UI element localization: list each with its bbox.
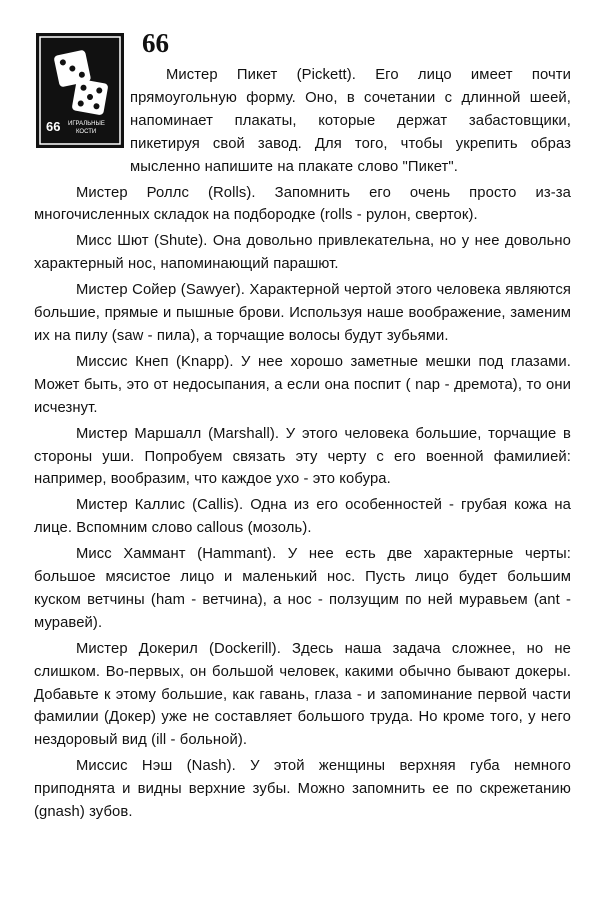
paragraph-rolls: Мистер Роллс (Rolls). Запомнить его очень просто из-за многочисленных складок на подбородке (rolls - рулон, сверток). [34,184,571,224]
paragraph-knapp: Миссис Кнеп (Knapp). У нее хорошо заметные мешки под глазами. Может быть, это от недосыпания, а если она поспит ( nap - дремота), то они исчезнут. [34,353,571,416]
logo-caption-2: КОСТИ [76,129,97,135]
page-number: 66 [142,28,169,58]
paragraph-dockerill: Мистер Докерил (Dockerill). Здесь наша задача сложнее, но не слишком. Во-первых, он большой человек, какими обычно бывают докеры. Добавьте к этому большие, как гавань, глаза - и запоминание первой части фамилии (Докер) уже не составляет большого труда. Но кроме того, у него нездоровый вид (ill - больной). [34,640,571,749]
logo-caption-1: ИГРАЛЬНЫЕ [68,121,105,127]
logo-spacer [34,64,130,174]
paragraph-pickett: Мистер Пикет (Pickett). Его лицо имеет почти прямоугольную форму. Оно, в сочетании с длинной шеей, напоминает плакаты, которые держат забастовщики, пикетируя свой завод. Для того, чтобы укрепить образ мысленно напишите на плакате слово "Пикет". [130,67,571,175]
paragraph-nash: Миссис Нэш (Nash). У этой женщины верхняя губа немного приподнята и видны верхние зубы. Можно запомнить ее по скрежетанию (gnash) зубов. [34,758,571,821]
article-body [34,64,571,827]
paragraph-sawyer: Мистер Сойер (Sawyer). Характерной чертой этого человека являются большие, прямые и пышные брови. Используя наше воображение, заменим их на пилу (saw - пила), а торчащие волосы будут зубьями. [34,282,571,344]
paragraph-callis: Мистер Каллис (Callis). Одна из его особенностей - грубая кожа на лице. Вспомним слово callous (мозоль). [34,497,571,537]
logo-number: 66 [46,119,61,134]
paragraph-marshall: Мистер Маршалл (Marshall). У этого человека большие, торчащие в стороны уши. Попробуем связать эту черту с его военной фамилией: например, вообразим, что каждое ухо - это кобура. [34,425,571,488]
paragraph-hammant: Мисс Хаммант (Hammant). У нее есть две характерные черты: большое мясистое лицо и маленький нос. Пусть лицо будет большим куском ветчины (ham - ветчина), а нос - ползущим по ней муравьем (ant - муравей). [34,546,571,631]
paragraph-shute: Мисс Шют (Shute). Она довольно привлекательна, но у нее довольно характерный нос, напоминающий парашют. [34,233,571,273]
